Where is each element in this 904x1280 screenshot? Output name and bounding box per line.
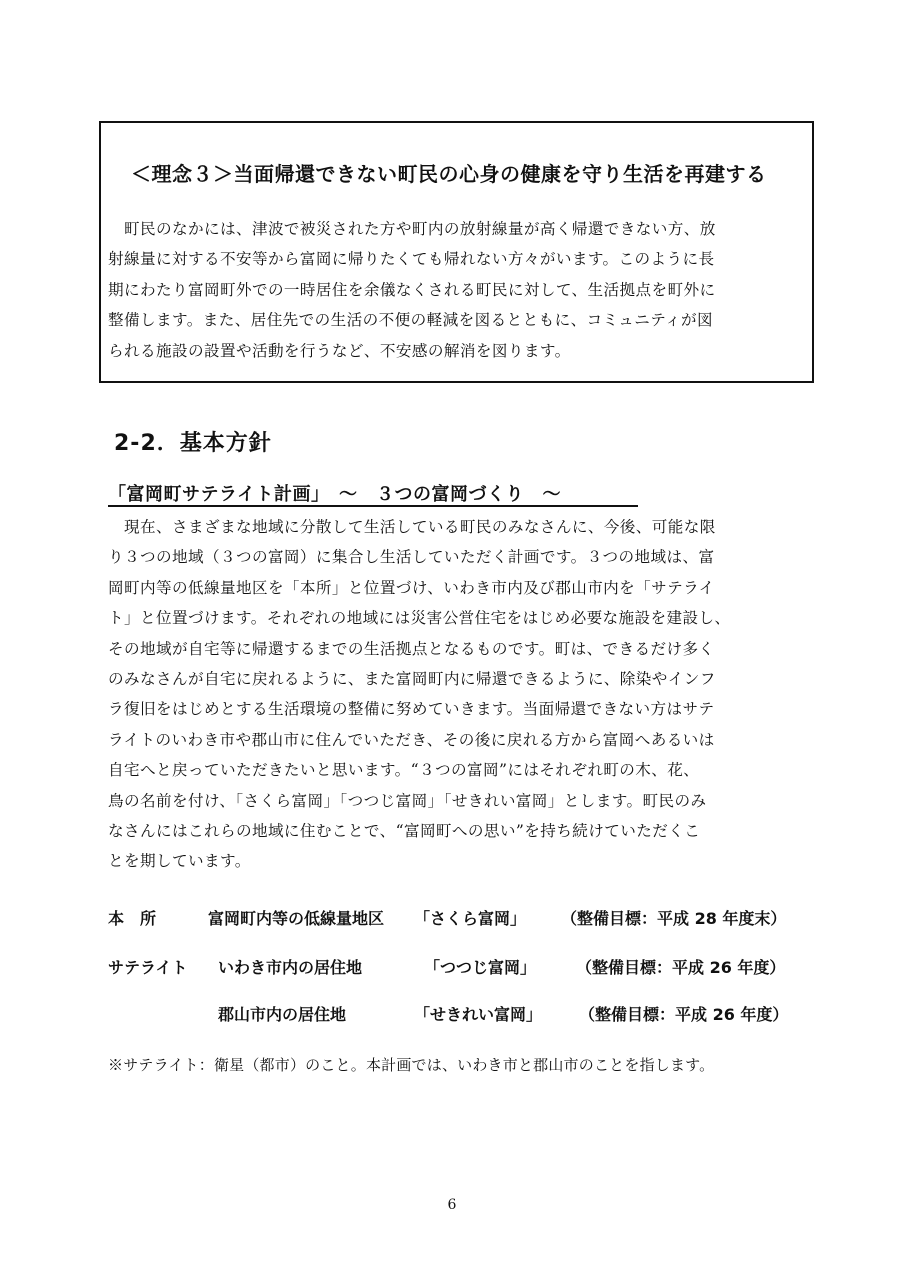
location-area: 郡山市内の居住地: [218, 1005, 347, 1024]
section-heading: 2-2．基本方針: [114, 431, 272, 456]
location-name: 「さくら富岡」: [414, 909, 527, 928]
location-target: （整備目標：平成 28 年度末）: [561, 909, 787, 928]
principle-line: 射線量に対する不安等から富岡に帰りたくても帰れない方々がいます。このように長: [108, 250, 715, 269]
plan-line: なさんにはこれらの地域に住むことで、“富岡町への思い”を持ち続けていただくこ: [108, 821, 701, 840]
page-number: 6: [447, 1197, 457, 1213]
principle-title: ＜理念３＞当面帰還できない町民の心身の健康を守り生活を再建する: [131, 162, 767, 186]
location-category: サテライト: [108, 958, 188, 977]
location-target: （整備目標：平成 26 年度）: [576, 958, 786, 977]
location-target: （整備目標：平成 26 年度）: [579, 1005, 789, 1024]
plan-line: ト」と位置づけます。それぞれの地域には災害公営住宅をはじめ必要な施設を建設し、: [108, 609, 731, 628]
plan-title: 「富岡町サテライト計画」 ～ ３つの富岡づくり ～: [108, 484, 561, 505]
plan-title-underline: [108, 505, 638, 507]
plan-line: ライトのいわき市や郡山市に住んでいただき、その後に戻れる方から富岡へあるいは: [108, 730, 715, 749]
plan-line: その地域が自宅等に帰還するまでの生活拠点となるものです。町は、できるだけ多く: [108, 639, 715, 658]
location-name: 「つつじ富岡」: [424, 958, 537, 977]
location-area: 富岡町内等の低線量地区: [208, 909, 385, 928]
plan-line: ラ復旧をはじめとする生活環境の整備に努めていきます。当面帰還できない方はサテ: [108, 700, 715, 719]
principle-line: 整備します。また、居住先での生活の不便の軽減を図るとともに、コミュニティが図: [108, 311, 713, 330]
principle-line: 期にわたり富岡町外での一時居住を余儀なくされる町民に対して、生活拠点を町外に: [108, 280, 716, 299]
plan-line: 現在、さまざまな地域に分散して生活している町民のみなさんに、今後、可能な限: [108, 518, 716, 536]
plan-line: 鳥の名前を付け、「さくら富岡」「つつじ富岡」「せきれい富岡」とします。町民のみ: [108, 791, 707, 810]
plan-body: [108, 512, 802, 877]
location-name: 「せきれい富岡」: [414, 1005, 543, 1024]
plan-line: り３つの地域（３つの富岡）に集合し生活していただく計画です。３つの地域は、富: [108, 548, 715, 567]
principle-body: [108, 214, 802, 366]
location-category: 本 所: [108, 909, 157, 928]
plan-line: 自宅へと戻っていただきたいと思います。“３つの富岡”にはそれぞれ町の木、花、: [108, 761, 700, 780]
principle-line: 町民のなかには、津波で被災された方や町内の放射線量が高く帰還できない方、放: [108, 220, 716, 238]
plan-line: とを期しています。: [108, 852, 251, 871]
footnote: ※サテライト：衛星（都市）のこと。本計画では、いわき市と郡山市のことを指します。: [108, 1056, 715, 1074]
location-area: いわき市内の居住地: [218, 958, 363, 977]
principle-line: られる施設の設置や活動を行うなど、不安感の解消を図ります。: [108, 341, 571, 360]
plan-line: 岡町内等の低線量地区を「本所」と位置づけ、いわき市内及び郡山市内を「サテライ: [108, 578, 715, 597]
plan-line: のみなさんが自宅に戻れるように、また富岡町内に帰還できるように、除染やインフ: [108, 669, 716, 688]
